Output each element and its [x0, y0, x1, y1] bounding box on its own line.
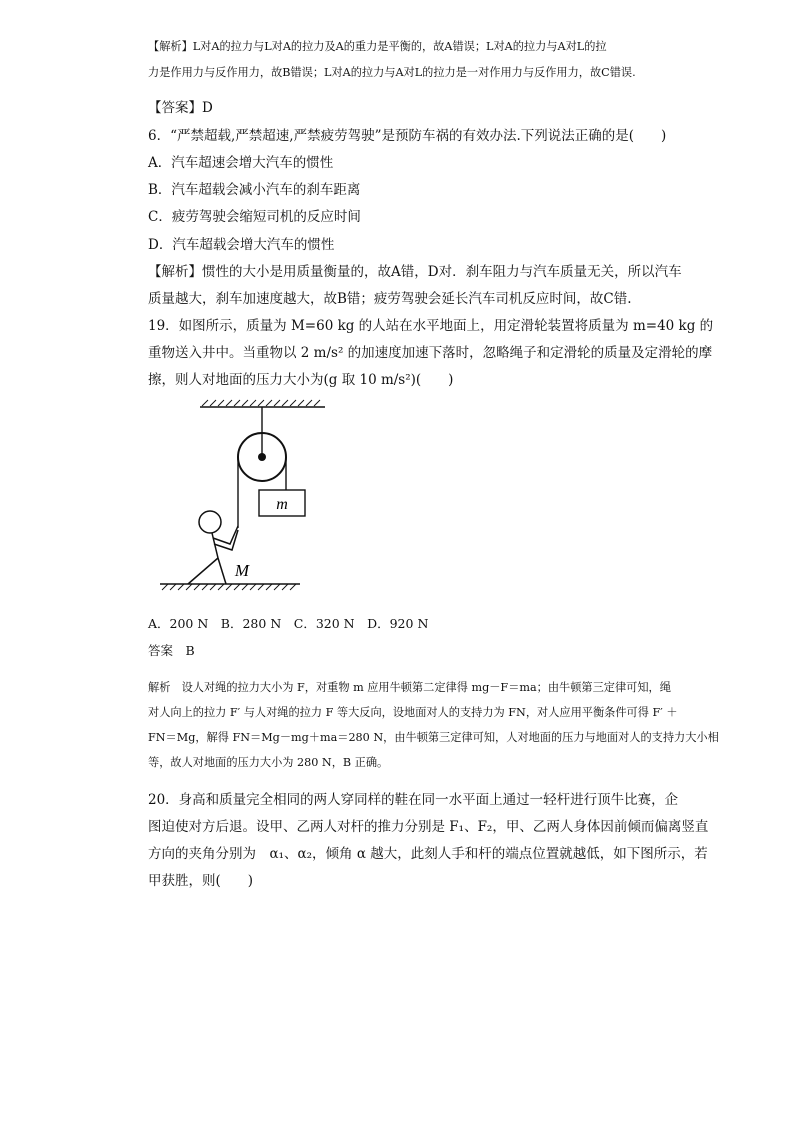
- person-leg-left: [188, 558, 218, 584]
- q19-analysis-line-2: 对人向上的拉力 F′ 与人对绳的拉力 F 等大反向，设地面对人的支持力为 FN，对人应用平衡条件可得 F′ ＋: [148, 706, 678, 719]
- pulley-axle: [258, 453, 266, 461]
- mass-m-label: m: [276, 496, 288, 513]
- q20-stem-line-2: 图迫使对方后退。设甲、乙两人对杆的推力分别是 F₁、F₂，甲、乙两人身体因前倾而偏离竖直: [148, 819, 709, 835]
- q19-stem-line-2: 重物送入井中。当重物以 2 m/s² 的加速度加速下落时，忽略绳子和定滑轮的质量及定滑轮的摩: [148, 345, 713, 361]
- q6-stem: 6．“严禁超载,严禁超速,严禁疲劳驾驶”是预防车祸的有效办法.下列说法正确的是( ): [148, 128, 667, 144]
- pulley-figure: [150, 398, 330, 598]
- q6-option-b: B．汽车超载会减小汽车的刹车距离: [148, 182, 361, 198]
- q5-analysis-line-2: 力是作用力与反作用力，故B错误；L对A的拉力与A对L的拉力是一对作用力与反作用力，故C错误.: [148, 66, 636, 79]
- person-head: [199, 511, 221, 533]
- q19-stem-line-1: 19．如图所示，质量为 M=60 kg 的人站在水平地面上，用定滑轮装置将质量为 m=40 kg 的: [148, 318, 714, 334]
- q5-answer: 【答案】D: [148, 100, 213, 116]
- q20-stem-line-3: 方向的夹角分别为 α₁、α₂，倾角 α 越大，此刻人手和杆的端点位置就越低，如下图所示，若: [148, 846, 708, 862]
- q6-option-d: D．汽车超载会增大汽车的惯性: [148, 237, 335, 253]
- person-leg-right: [218, 558, 226, 584]
- q6-option-c: C．疲劳驾驶会缩短司机的反应时间: [148, 209, 361, 225]
- q19-answer: 答案 B: [148, 643, 195, 658]
- q6-analysis-line-1: 【解析】惯性的大小是用质量衡量的，故A错，D对．刹车阻力与汽车质量无关，所以汽车: [148, 264, 682, 280]
- q19-analysis-line-3: FN＝Mg，解得 FN＝Mg－mg＋ma＝280 N，由牛顿第三定律可知，人对地面的压力与地面对人的支持力大小相: [148, 731, 719, 744]
- person-figure: [188, 511, 238, 584]
- q19-analysis-line-4: 等，故人对地面的压力大小为 280 N，B 正确。: [148, 756, 389, 769]
- q20-stem-line-1: 20．身高和质量完全相同的两人穿同样的鞋在同一水平面上通过一轻杆进行顶牛比赛，企: [148, 792, 679, 808]
- q19-analysis-line-1: 解析 设人对绳的拉力大小为 F，对重物 m 应用牛顿第二定律得 mg－F＝ma；由牛顿第三定律可知，绳: [148, 681, 671, 694]
- q6-analysis-line-2: 质量越大，刹车加速度越大，故B错；疲劳驾驶会延长汽车司机反应时间，故C错.: [148, 291, 632, 307]
- q6-option-a: A．汽车超速会增大汽车的惯性: [148, 155, 334, 171]
- q19-stem-line-3: 擦，则人对地面的压力大小为(g 取 10 m/s²)( ): [148, 372, 454, 388]
- ground-hatch: [162, 584, 296, 590]
- q5-analysis-line-1: 【解析】L对A的拉力与L对A的拉力及A的重力是平衡的，故A错误；L对A的拉力与A对L的拉: [148, 40, 607, 53]
- ceiling-hatch: [202, 400, 320, 406]
- mass-M-label: M: [234, 561, 250, 580]
- q19-options: A．200 N B．280 N C．320 N D．920 N: [148, 616, 429, 631]
- q20-stem-line-4: 甲获胜，则( ): [148, 873, 254, 889]
